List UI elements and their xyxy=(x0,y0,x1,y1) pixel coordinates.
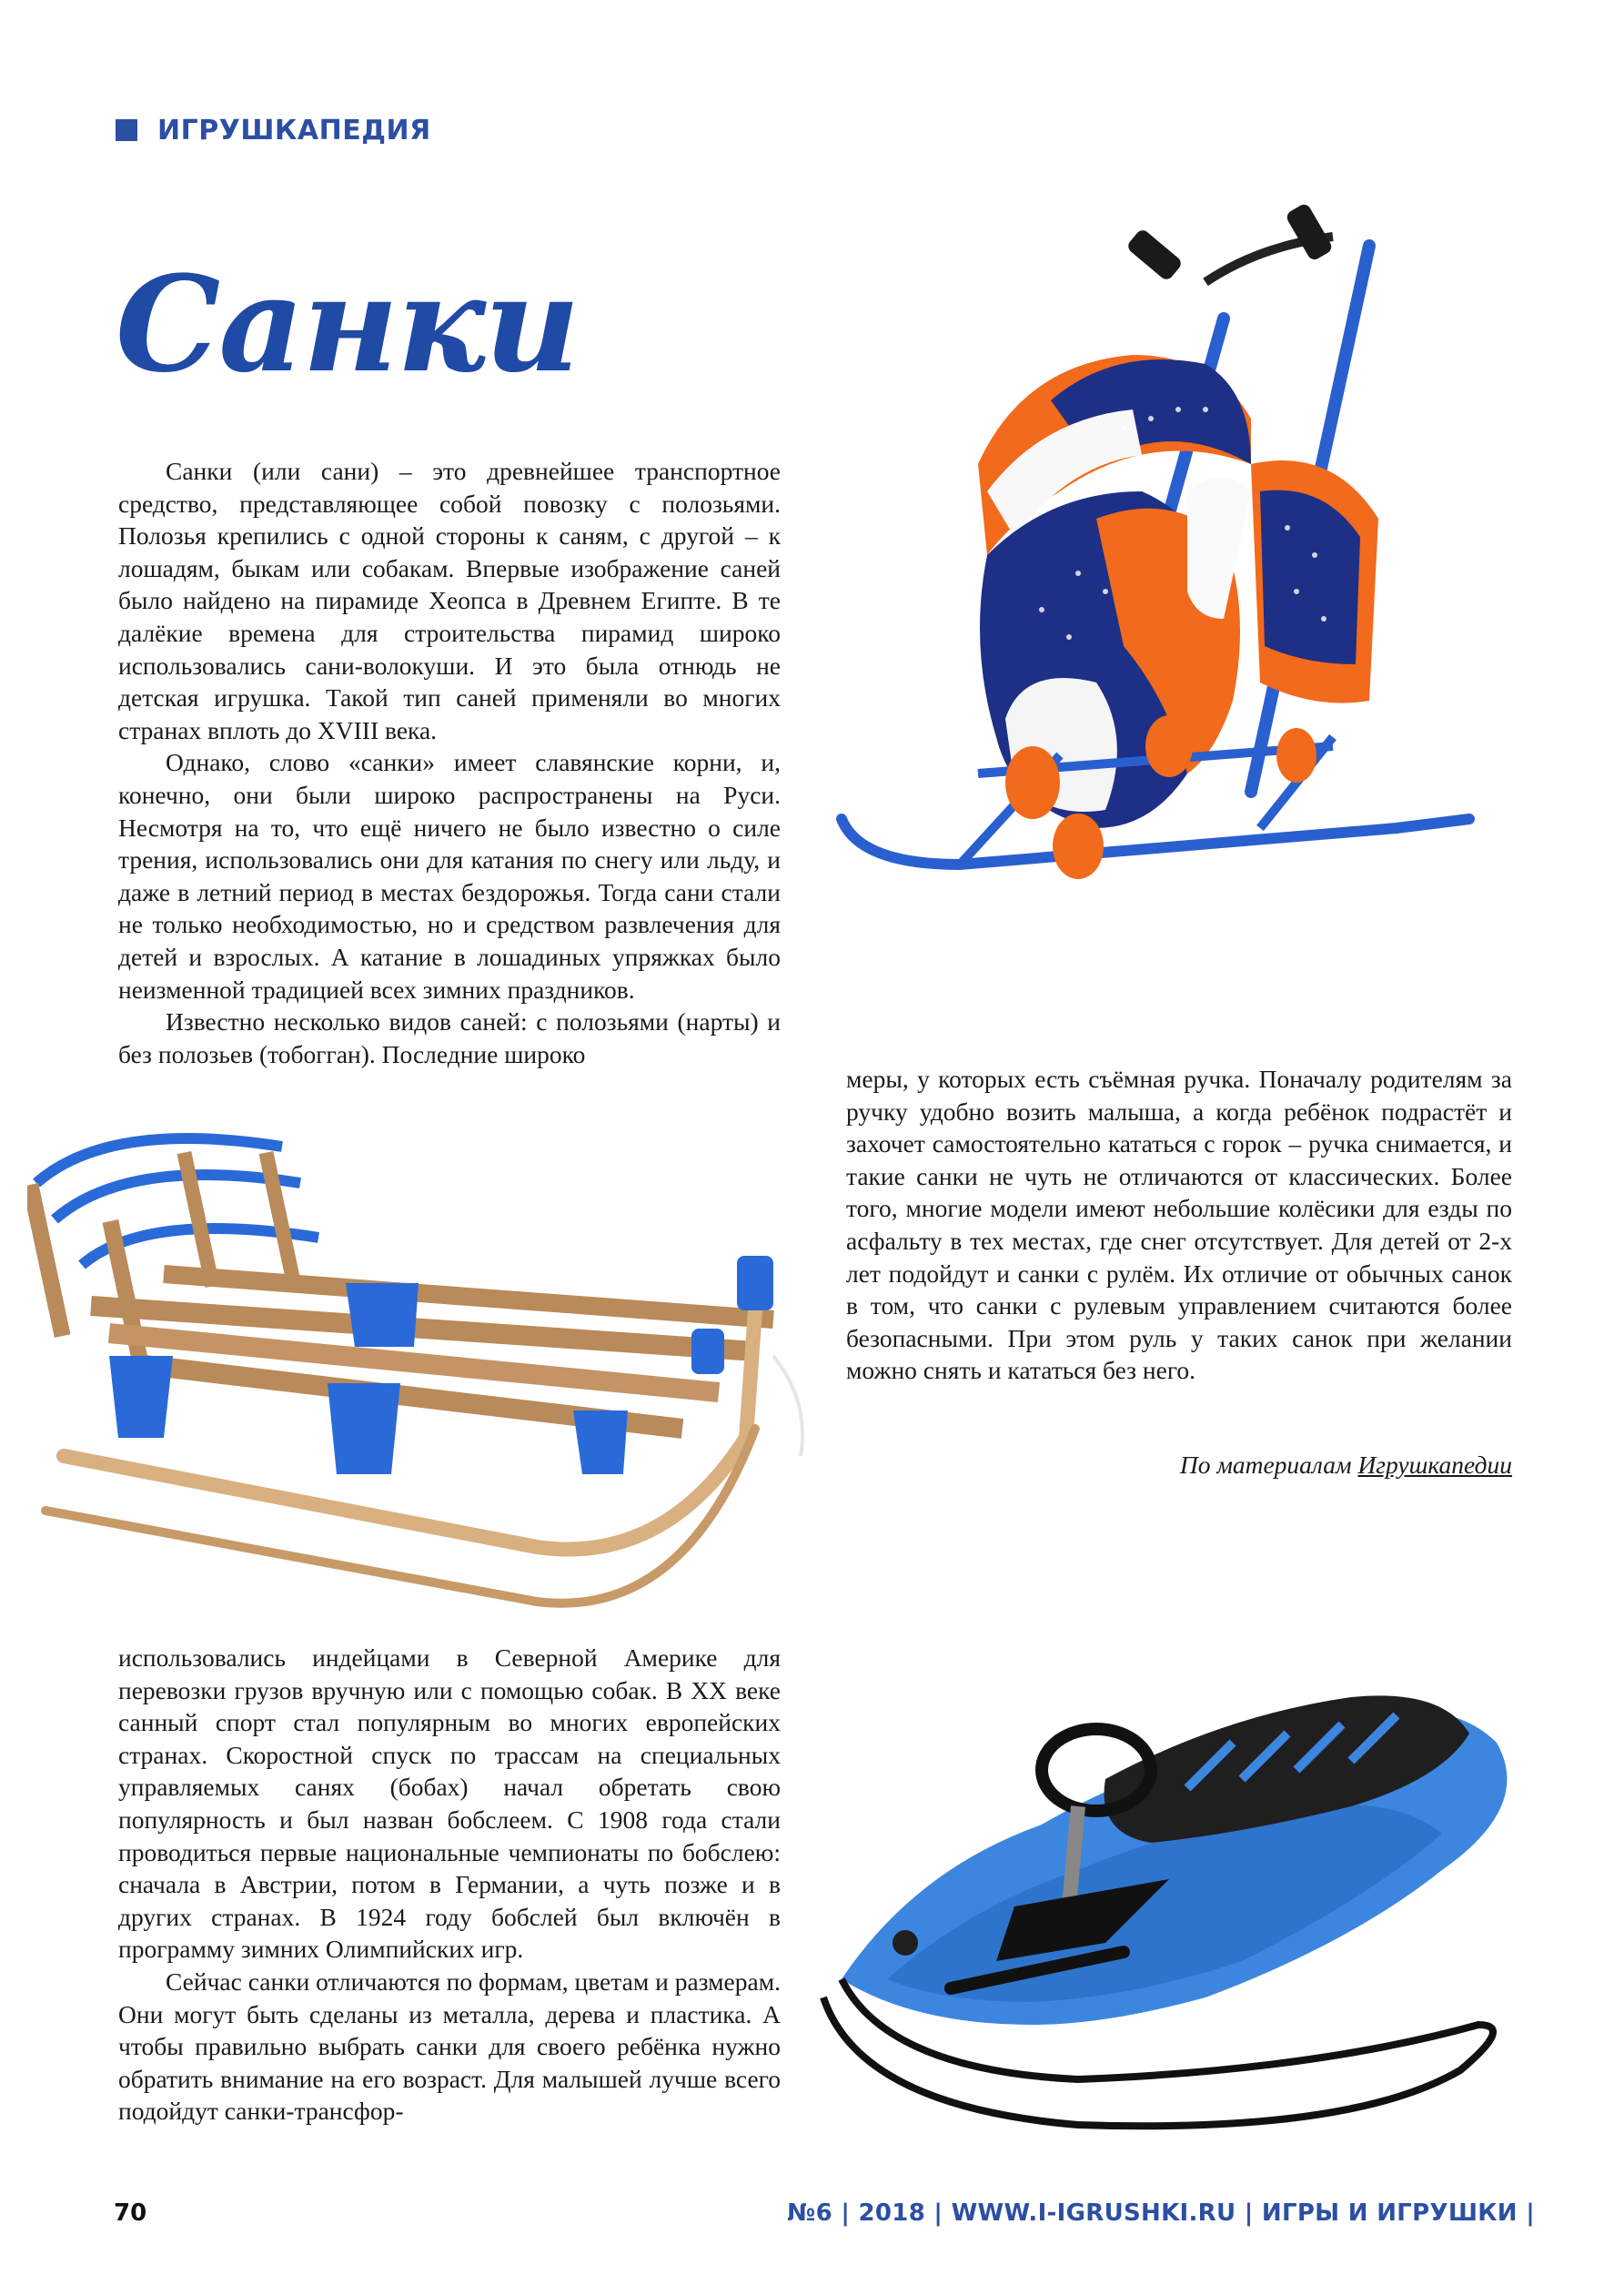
paragraph-1: Санки (или сани) – это древнейшее транспортное средство, представляющее собой повозку с полозьями. Полозья крепились с одной стороны к саням, с другой – к лошадям, быкам или собакам. Впервые изображение саней было найдено на пирамиде Хеопса в Древнем Египте. В те далёкие времена для строительства пирамид широко использовались сани-волокуши. И это была отнюдь не детская игрушка. Такой тип саней применяли во многих странах вплоть до XVIII века. xyxy=(118,457,781,744)
article-title: Санки xyxy=(116,248,579,402)
paragraph-4-continued: меры, у которых есть съёмная ручка. Поначалу родителям за ручку удобно возить малыша, а когда ребёнок подрастёт и захочет самостоятельно кататься с горок – ручка снимается, и такие санки не чуть не отличаются от классических. Более того, многие модели имеют небольшие колёсики для езды по асфальту в тех местах, где снег отсутствует. Для детей от 2-х лет подойдут и санки с рулём. Их отличие от обычных санок в том, что санки с рулевым управлением считаются более безопасными. При этом руль у таких санок при желании можно снять и кататься без него. xyxy=(846,1065,1512,1385)
paragraph-3: Известно несколько видов саней: с полозьями (нарты) и без полозьев (тобогган). Последние широко xyxy=(118,1007,781,1068)
footer-issue-info: №6 | 2018 | WWW.I-IGRUSHKI.RU | ИГРЫ И ИГРУШКИ | xyxy=(787,2199,1535,2227)
credit-prefix: По материалам xyxy=(1179,1451,1352,1479)
paragraph-2: Однако, слово «санки» имеет славянские корни, и, конечно, они были широко распространены на Руси. Несмотря на то, что ещё ничего не было известно о силе трения, использовались они для катания по снегу или льду, и даже в летний период в местах бездорожья. Тогда сани стали не только необходимостью, но и средством развлечения для детей и взрослых. А катание в лошадиных упряжках было неизменной традицией всех зимних праздников. xyxy=(118,748,781,1004)
page-number: 70 xyxy=(114,2199,147,2227)
steering-sled-image xyxy=(805,1597,1583,2148)
article-column-1-top xyxy=(118,455,781,1070)
paragraph-3-continued: использовались индейцами в Северной Америке для перевозки грузов вручную или с помощью собак. В XX веке санный спорт стал популярным во многих европейских странах. Скоростной спуск по трассам на специальных управляемых санях (бобах) начал обретать свою популярность и был назван бобслеем. С 1908 года стали проводиться первые национальные чемпионаты по бобслею: сначала в Австрии, потом в Германии, а чуть позже и в других странах. В 1924 году бобслей был включён в программу зимних Олимпийских игр. xyxy=(118,1643,781,1964)
article-column-1-bottom xyxy=(118,1642,781,2128)
stroller-sled-image xyxy=(823,191,1583,1033)
section-header xyxy=(116,112,431,148)
source-credit xyxy=(1180,1451,1512,1480)
paragraph-4: Сейчас санки отличаются по формам, цветам и размерам. Они могут быть сделаны из металла, дерева и пластика. А чтобы правильно выбрать санки для своего ребёнка нужно обратить внимание на его возраст. Для малышей лучше всего подойдут санки-трансфор- xyxy=(118,1967,781,2126)
section-label: ИГРУШКАПЕДИЯ xyxy=(157,114,431,147)
credit-source-link[interactable]: Игрушкапедии xyxy=(1357,1451,1512,1479)
wooden-sled-image xyxy=(27,1128,832,1624)
article-column-2 xyxy=(846,1063,1512,1387)
section-square-icon xyxy=(116,119,137,141)
